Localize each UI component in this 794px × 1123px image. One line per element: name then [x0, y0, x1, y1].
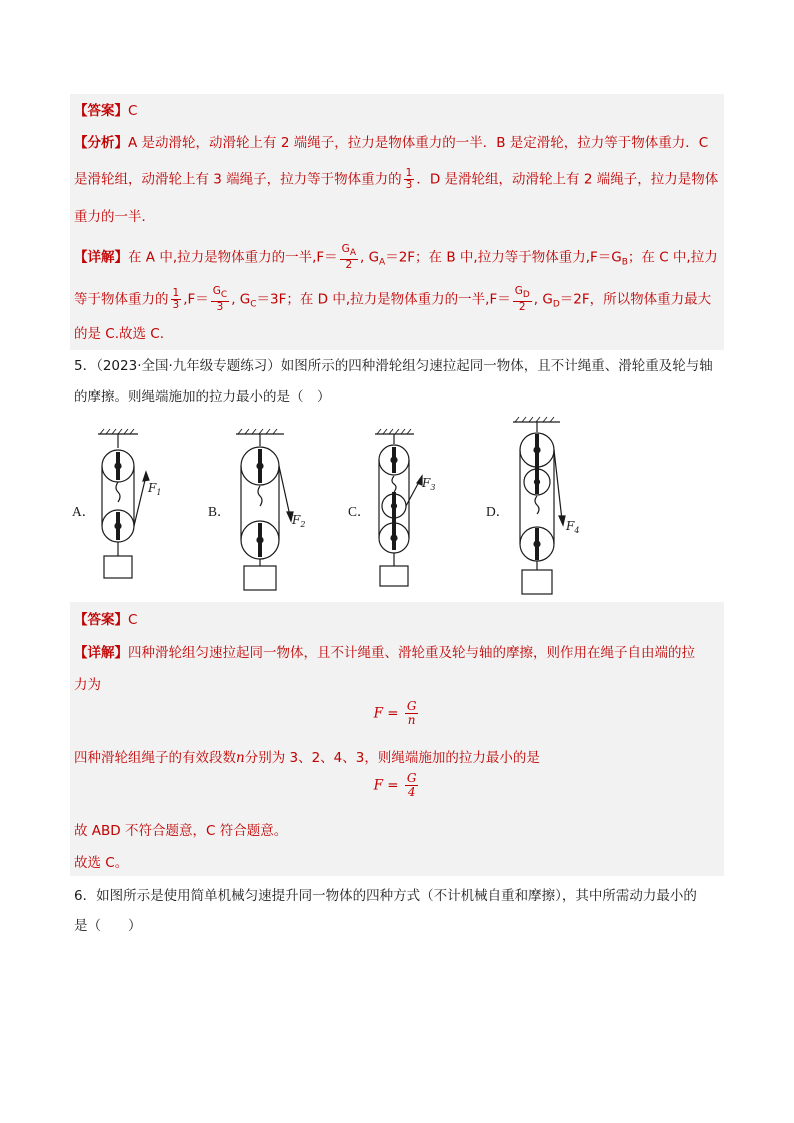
- force-label-f2: [291, 513, 305, 529]
- force-label-f3: [421, 476, 435, 492]
- detail-text: 四种滑轮组绳子的有效段数: [74, 750, 236, 766]
- f1-subscript: 1: [156, 488, 162, 497]
- subscript: B: [621, 257, 628, 268]
- q4-detail-line-3: 的是 C.故选 C.: [74, 326, 165, 342]
- detail-text: 四种滑轮组匀速拉起同一物体，且不计绳重、滑轮重及轮与轴的摩擦，则作用在绳子自由端的拉: [128, 645, 695, 661]
- pulley-system-d: [513, 417, 565, 594]
- subscript: A: [349, 248, 356, 258]
- frac-num-text: G: [212, 285, 221, 297]
- q5-stem-line-1: 5．（2023·全国·九年级专题练习）如图所示的四种滑轮组匀速拉起同一物体，且不计绳重、滑轮重及轮与轴: [74, 358, 713, 374]
- q5-detail-line-2: 力为: [74, 677, 101, 693]
- pulley-system-b: [236, 429, 293, 590]
- analysis-text-2b: ．D 是滑轮组，动滑轮上有 2 端绳子，拉力是物体: [416, 171, 719, 188]
- subscript: A: [379, 257, 386, 268]
- frac-num-text: G: [341, 243, 350, 255]
- q4-analysis-line-3: 重力的一半．: [74, 209, 155, 225]
- analysis-text-1: A 是动滑轮，动滑轮上有 2 端绳子，拉力是物体重力的一半．B 是定滑轮，拉力等于物体重力．C: [128, 135, 709, 151]
- f1-letter: F: [148, 481, 157, 495]
- pulley-system-a: [98, 429, 149, 578]
- q5-detail-line-3: [74, 748, 540, 768]
- f2-subscript: 2: [300, 520, 306, 529]
- detail-text: , G: [231, 291, 251, 308]
- force-label-f1: [147, 481, 161, 497]
- option-c-label: C．: [348, 504, 371, 519]
- frac-num: G: [406, 771, 417, 785]
- formula-lhs: F: [373, 777, 383, 794]
- f4-subscript: 4: [574, 526, 580, 535]
- option-a-label: A．: [72, 504, 96, 519]
- detail-text: 等于物体重力的: [74, 291, 169, 308]
- q6-stem-line-2: 是（ ）: [74, 918, 142, 934]
- frac-den: 4: [407, 785, 416, 799]
- detail-tag: 【详解】: [74, 249, 128, 266]
- frac-num: 1: [405, 167, 413, 179]
- q5-conclusion-line-2: 故选 C。: [74, 855, 129, 871]
- f3-subscript: 3: [430, 483, 436, 492]
- formula-fraction: [405, 700, 419, 727]
- detail-text: , G: [359, 249, 380, 266]
- detail-text: ＝3F；在 D 中,拉力是物体重力的一半,F＝: [256, 291, 511, 308]
- subscript: C: [250, 299, 257, 310]
- formula-eq: =: [387, 705, 399, 722]
- formula-fraction: [405, 772, 419, 799]
- f3-letter: F: [422, 476, 431, 490]
- answer-value: C: [128, 612, 138, 628]
- detail-text: ；在 C 中,拉力: [627, 249, 718, 266]
- option-d-label: D．: [486, 504, 510, 519]
- frac-den: 2: [518, 301, 526, 313]
- analysis-text-2a: 是滑轮组，动滑轮上有 3 端绳子，拉力等于物体重力的: [74, 171, 402, 188]
- answer-value: C: [128, 103, 138, 119]
- frac-num: 1: [172, 287, 180, 299]
- formula-f-equals-g-over-4: [70, 772, 724, 799]
- option-b-label: B．: [208, 504, 231, 519]
- frac-den: 3: [172, 299, 180, 311]
- answer-tag: 【答案】: [74, 612, 128, 628]
- formula-lhs: F: [373, 705, 383, 722]
- subscript: D: [552, 299, 560, 310]
- formula-eq: =: [387, 777, 399, 794]
- subscript: C: [220, 290, 228, 300]
- detail-text: ＝2F；在 B 中,拉力等于物体重力,F＝G: [385, 249, 622, 266]
- force-label-f4: [565, 519, 579, 535]
- q5-stem-line-2: 的摩擦。则绳端施加的拉力最小的是（ ）: [74, 389, 331, 405]
- q5-detail-line-1: [74, 643, 695, 663]
- detail-text: 在 A 中,拉力是物体重力的一半,F＝: [128, 249, 338, 266]
- detail-text: ,F＝: [183, 291, 209, 308]
- subscript: D: [522, 290, 530, 300]
- detail-text: , G: [533, 291, 553, 308]
- frac-num-text: G: [514, 285, 523, 297]
- detail-text: 分别为 3、2、4、3，则绳端施加的拉力最小的是: [244, 750, 540, 766]
- frac-den: 3: [216, 301, 224, 313]
- pulley-system-c: [375, 429, 422, 586]
- q6-stem-line-1: 6．如图所示是使用简单机械匀速提升同一物体的四种方式（不计机械自重和摩擦），其中所需动力最小的: [74, 888, 697, 904]
- detail-text: ＝2F，所以物体重力最大: [559, 291, 712, 308]
- detail-tag: 【详解】: [74, 645, 128, 661]
- q5-answer-line: [74, 610, 137, 630]
- q5-conclusion-line-1: 故 ABD 不符合题意，C 符合题意。: [74, 823, 288, 839]
- frac-den: 3: [405, 179, 413, 191]
- f2-letter: F: [292, 513, 301, 527]
- formula-f-equals-g-over-n: [70, 700, 724, 727]
- f4-letter: F: [566, 519, 575, 533]
- frac-num: G: [406, 699, 417, 713]
- answer-tag: 【答案】: [74, 103, 128, 119]
- analysis-tag: 【分析】: [74, 135, 128, 151]
- frac-den: 2: [345, 259, 353, 271]
- frac-den: n: [407, 713, 416, 727]
- variable-n: n: [236, 750, 245, 766]
